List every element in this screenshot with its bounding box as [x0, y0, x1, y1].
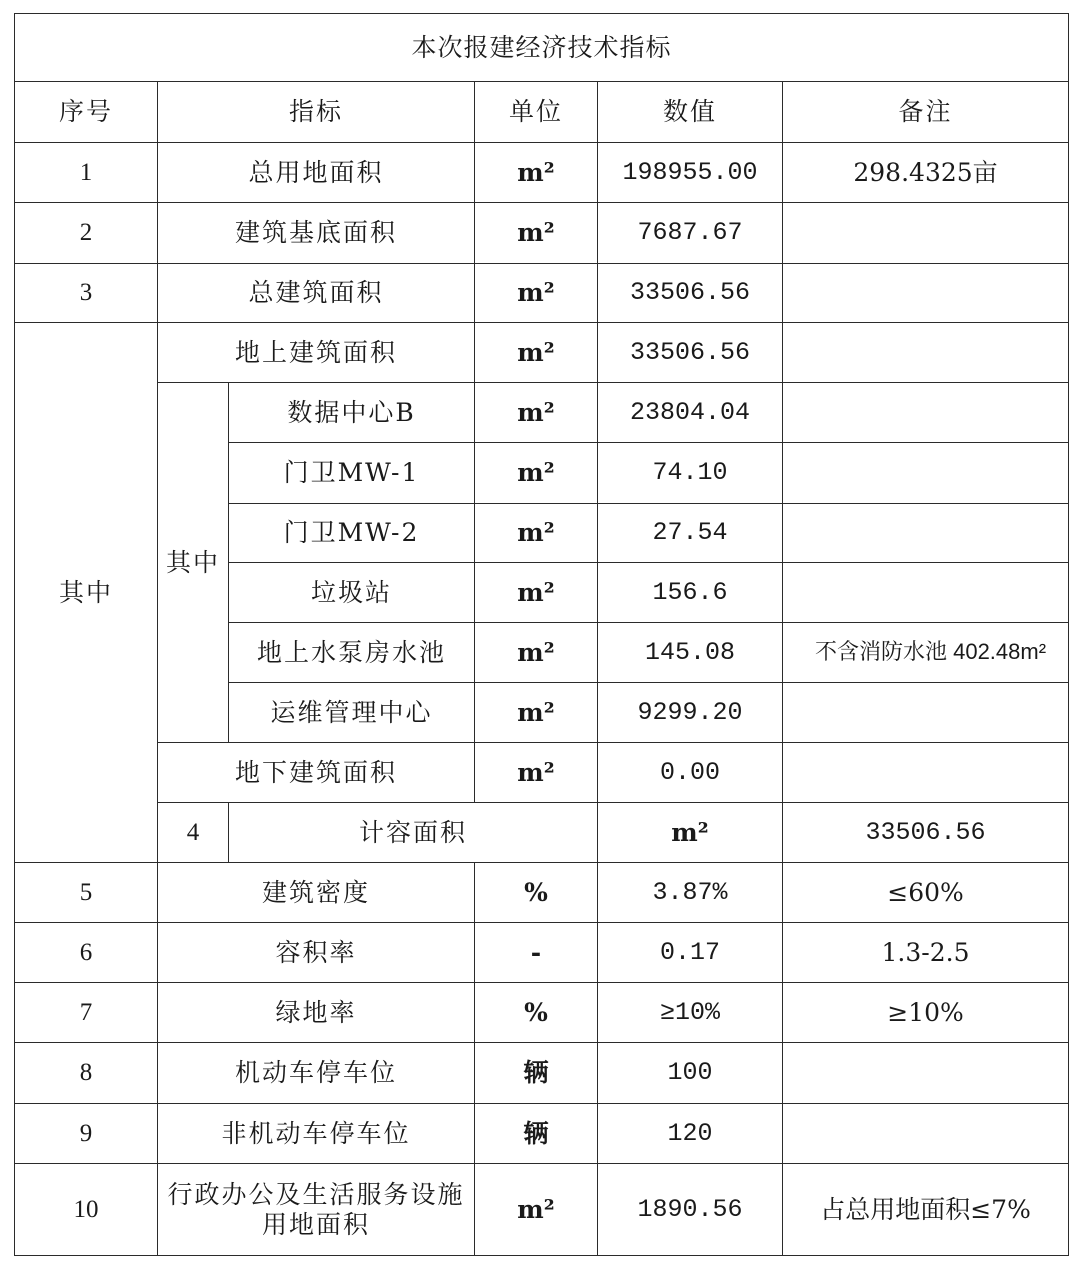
row-unit: m² [475, 563, 598, 623]
table-row [15, 743, 1069, 803]
row-indicator: 地上建筑面积 [158, 323, 475, 383]
row-value: 0.17 [598, 923, 783, 983]
row-indicator: 门卫MW-2 [229, 504, 475, 563]
row-unit: m² [475, 383, 598, 443]
row-indicator: 运维管理中心 [229, 683, 475, 743]
row-indicator: 总用地面积 [158, 143, 475, 203]
row-value: 33506.56 [783, 803, 1069, 863]
row-remark: 不含消防水池 402.48m² [783, 623, 1069, 683]
table-row [15, 983, 1069, 1043]
table-row [15, 264, 1069, 323]
row-indicator [158, 1164, 475, 1256]
row-value: 100 [598, 1043, 783, 1104]
economic-technical-indicators-table [14, 13, 1069, 1256]
row-remark: 1.3-2.5 [783, 923, 1069, 983]
row-remark [783, 264, 1069, 323]
row-value: 74.10 [598, 443, 783, 504]
row-value: 33506.56 [598, 264, 783, 323]
row-remark: ≥10% [783, 983, 1069, 1043]
row-indicator: 地下建筑面积 [158, 743, 475, 803]
row-seq: 3 [15, 264, 158, 323]
row-indicator: 垃圾站 [229, 563, 475, 623]
table-row [15, 1104, 1069, 1164]
table-row [15, 1164, 1069, 1256]
row-value: 3.87% [598, 863, 783, 923]
row-unit: m² [475, 623, 598, 683]
row-indicator: 容积率 [158, 923, 475, 983]
row-unit: 辆 [475, 1043, 598, 1104]
row-value: 120 [598, 1104, 783, 1164]
row-seq: 2 [15, 203, 158, 264]
table-row [15, 383, 1069, 443]
row-unit: m² [475, 323, 598, 383]
row-indicator-line2: 用地面积 [261, 1209, 370, 1239]
row-remark [783, 504, 1069, 563]
row-remark [783, 1104, 1069, 1164]
row-unit: m² [475, 504, 598, 563]
row-value: 1890.56 [598, 1164, 783, 1256]
row-seq: 9 [15, 1104, 158, 1164]
row-seq: 10 [15, 1164, 158, 1256]
row-unit: % [475, 863, 598, 923]
row-indicator: 建筑基底面积 [158, 203, 475, 264]
row-remark [783, 323, 1069, 383]
header-value: 数值 [598, 82, 783, 143]
row-indicator: 数据中心B [229, 383, 475, 443]
row-remark [783, 563, 1069, 623]
row-value: 156.6 [598, 563, 783, 623]
row-remark [783, 743, 1069, 803]
sub-group-label: 其中 [158, 383, 229, 743]
row-indicator: 建筑密度 [158, 863, 475, 923]
header-unit: 单位 [475, 82, 598, 143]
row-indicator: 地上水泵房水池 [229, 623, 475, 683]
header-remark: 备注 [783, 82, 1069, 143]
row-remark [783, 203, 1069, 264]
row-unit: m² [475, 1164, 598, 1256]
row-remark: 占总用地面积≤7% [783, 1164, 1069, 1256]
table-row [15, 803, 1069, 863]
table-row [15, 143, 1069, 203]
row-unit: m² [475, 743, 598, 803]
row-remark [783, 383, 1069, 443]
row-indicator: 计容面积 [229, 803, 598, 863]
row-seq: 8 [15, 1043, 158, 1104]
table-row [15, 923, 1069, 983]
row-indicator: 总建筑面积 [158, 264, 475, 323]
row-remark [783, 683, 1069, 743]
row-seq: 4 [158, 803, 229, 863]
row-value: 7687.67 [598, 203, 783, 264]
title-row [15, 14, 1069, 82]
row-unit: - [475, 923, 598, 983]
header-indicator: 指标 [158, 82, 475, 143]
group-label: 其中 [15, 323, 158, 863]
row-value: 145.08 [598, 623, 783, 683]
row-indicator-line1: 行政办公及生活服务设施 [167, 1179, 465, 1209]
row-indicator: 非机动车停车位 [158, 1104, 475, 1164]
row-unit: 辆 [475, 1104, 598, 1164]
row-unit: m² [475, 683, 598, 743]
row-value: 27.54 [598, 504, 783, 563]
table-row [15, 323, 1069, 383]
row-remark [783, 1043, 1069, 1104]
row-value: 9299.20 [598, 683, 783, 743]
table-title: 本次报建经济技术指标 [15, 14, 1069, 82]
row-unit: m² [475, 443, 598, 504]
row-unit: m² [475, 203, 598, 264]
row-remark [783, 443, 1069, 504]
row-value: 198955.00 [598, 143, 783, 203]
row-unit: m² [475, 264, 598, 323]
row-unit: % [475, 983, 598, 1043]
row-remark: 298.4325亩 [783, 143, 1069, 203]
table-row [15, 203, 1069, 264]
row-remark: ≤60% [783, 863, 1069, 923]
header-row [15, 82, 1069, 143]
row-value: 33506.56 [598, 323, 783, 383]
table-row [15, 1043, 1069, 1104]
row-seq: 7 [15, 983, 158, 1043]
row-seq: 6 [15, 923, 158, 983]
table-row [15, 863, 1069, 923]
header-seq: 序号 [15, 82, 158, 143]
row-value: ≥10% [598, 983, 783, 1043]
row-unit: m² [598, 803, 783, 863]
row-indicator: 门卫MW-1 [229, 443, 475, 504]
row-value: 0.00 [598, 743, 783, 803]
row-indicator: 绿地率 [158, 983, 475, 1043]
row-indicator: 机动车停车位 [158, 1043, 475, 1104]
row-seq: 1 [15, 143, 158, 203]
row-value: 23804.04 [598, 383, 783, 443]
row-seq: 5 [15, 863, 158, 923]
row-unit: m² [475, 143, 598, 203]
